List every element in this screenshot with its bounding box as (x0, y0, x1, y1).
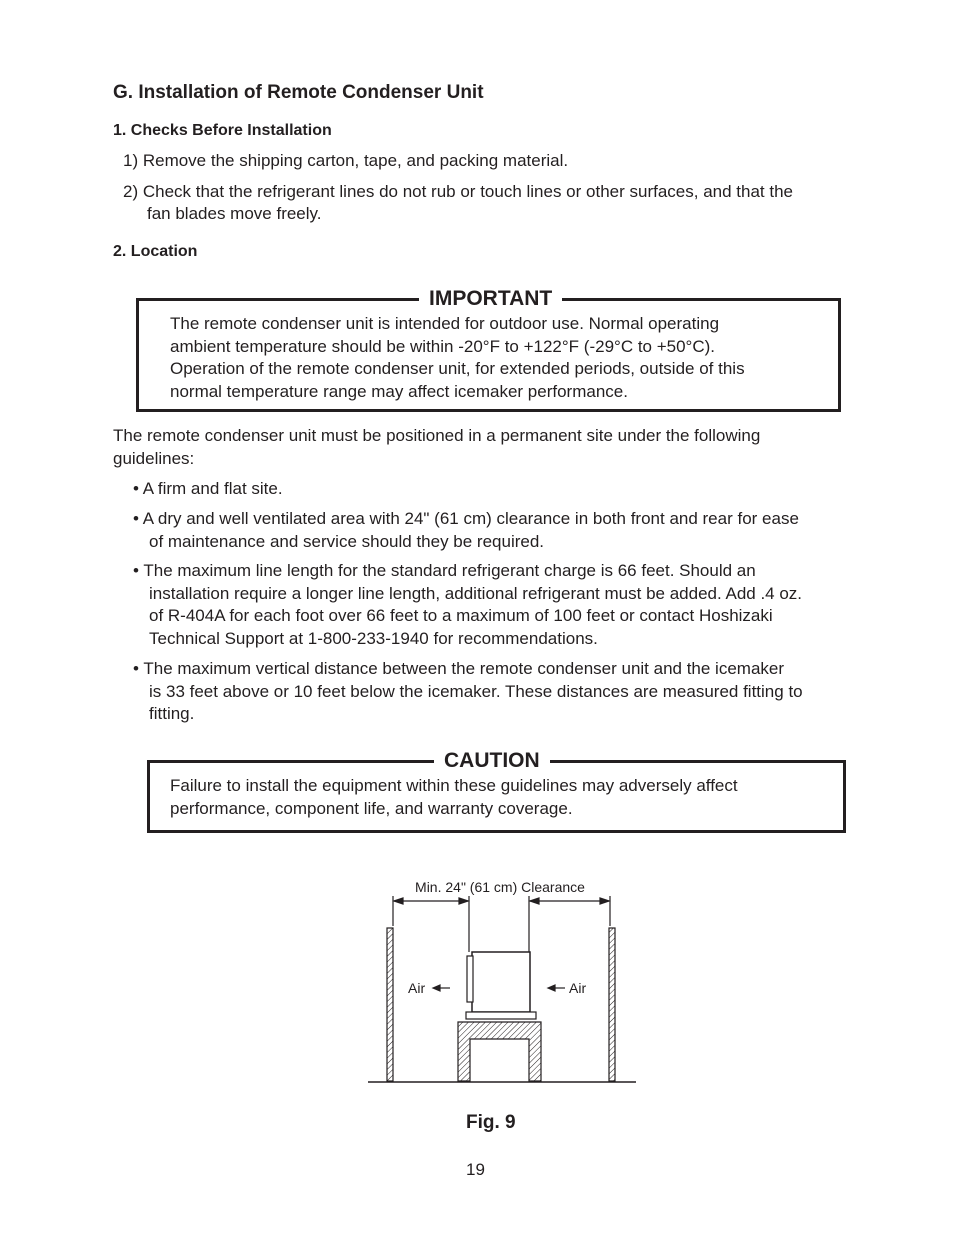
condenser-coil (467, 956, 473, 1002)
bullet-line: Technical Support at 1-800-233-1940 for recommendations. (149, 628, 598, 648)
bullet-line: is 33 feet above or 10 feet below the icemaker. These distances are measured fitting to (149, 681, 803, 701)
arrow-left-icon (548, 985, 565, 991)
checks-item-2-line1: 2) Check that the refrigerant lines do not rub or touch lines or other surfaces, and that the (123, 182, 793, 201)
bullet-line: • A firm and flat site. (133, 479, 283, 498)
bullet-item (133, 658, 803, 726)
clearance-diagram (360, 870, 650, 1095)
bullet-line: of R-404A for each foot over 66 feet to a maximum of 100 feet or contact Hoshizaki (149, 606, 773, 625)
section-title: G. Installation of Remote Condenser Unit (113, 82, 484, 103)
important-title: IMPORTANT (419, 287, 562, 311)
clearance-dimension-right (529, 896, 610, 952)
bullet-item (133, 478, 283, 501)
condenser-stand (458, 1022, 541, 1081)
bullet-item (133, 560, 802, 650)
condenser-unit (472, 952, 530, 1012)
caution-line: Failure to install the equipment within these guidelines may adversely affect (170, 776, 738, 795)
intro-line: guidelines: (113, 448, 195, 468)
checks-item-1: 1) Remove the shipping carton, tape, and packing material. (123, 151, 569, 170)
air-label-right: Air (569, 980, 587, 996)
bullet-line: • The maximum vertical distance between the remote condenser unit and the icemaker (133, 659, 785, 678)
page-number: 19 (466, 1160, 485, 1179)
checks-item-2-line2: fan blades move freely. (147, 204, 322, 223)
condenser-base (466, 1012, 536, 1019)
important-line: Operation of the remote condenser unit, for extended periods, outside of this (170, 359, 745, 378)
caution-title: CAUTION (434, 749, 550, 773)
caution-line: performance, component life, and warranty coverage. (170, 798, 573, 818)
location-heading: 2. Location (113, 243, 198, 260)
bullet-item (133, 508, 799, 553)
clearance-dimension-left (393, 896, 469, 952)
bullet-line: fitting. (149, 704, 195, 723)
clearance-label: Min. 24" (61 cm) Clearance (415, 879, 585, 895)
important-line: normal temperature range may affect icemaker performance. (170, 381, 628, 401)
caution-box (147, 749, 846, 833)
bullet-line: installation require a longer line length, additional refrigerant must be added. Add .4 oz. (149, 583, 803, 603)
bullet-line: • A dry and well ventilated area with 24" (61 cm) clearance in both front and rear for ease (133, 509, 799, 528)
air-label-left: Air (408, 980, 426, 996)
arrow-left-icon (433, 985, 450, 991)
right-wall (609, 928, 615, 1081)
bullet-line: • The maximum line length for the standard refrigerant charge is 66 feet. Should an (133, 561, 756, 580)
important-box (136, 287, 841, 412)
intro-line: The remote condenser unit must be positioned in a permanent site under the following (113, 426, 761, 445)
caution-text (170, 775, 738, 820)
important-line: ambient temperature should be within -20°F to +122°F (-29°C to +50°C). (170, 336, 716, 356)
location-intro (113, 425, 760, 470)
bullet-line: of maintenance and service should they be required. (149, 531, 545, 551)
important-text (170, 313, 745, 403)
important-line: The remote condenser unit is intended for outdoor use. Normal operating (170, 314, 720, 333)
left-wall (387, 928, 393, 1081)
figure-caption: Fig. 9 (466, 1112, 516, 1133)
checks-heading: 1. Checks Before Installation (113, 122, 332, 139)
